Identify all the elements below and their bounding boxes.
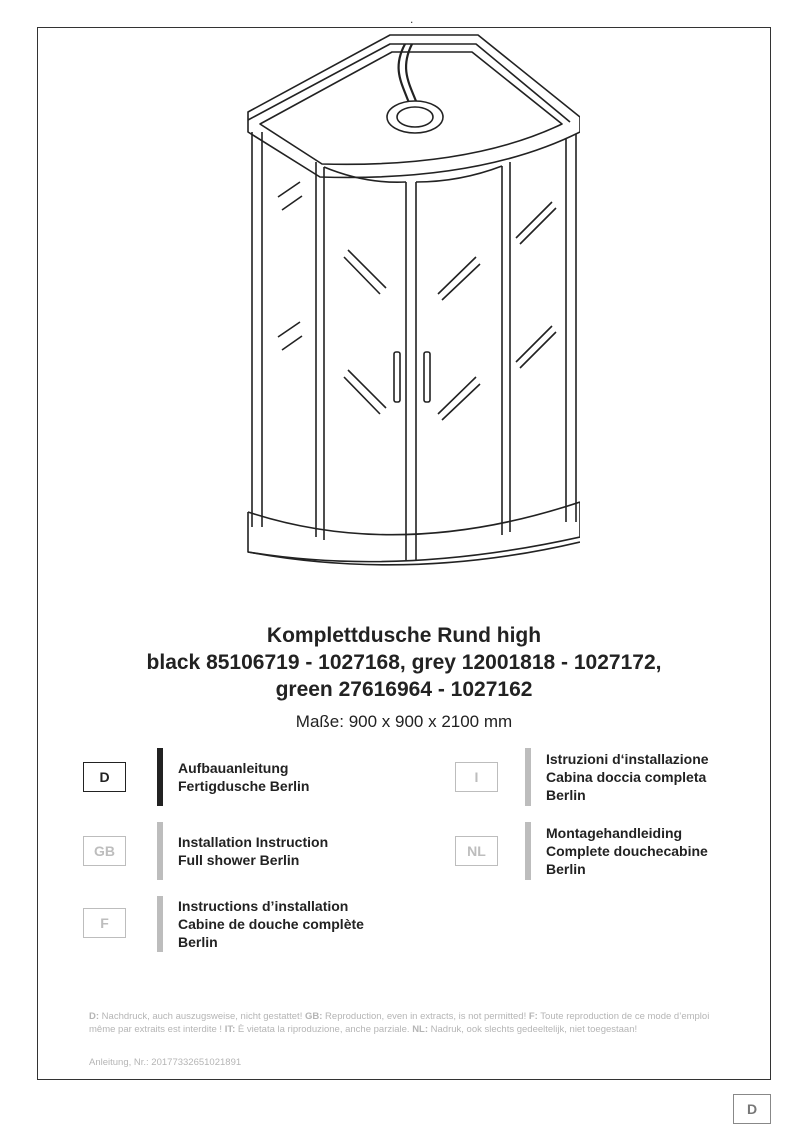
footnote-label: IT: [224,1024,236,1035]
footnote-label: D: [89,1011,100,1022]
title-line: black 85106719 - 1027168, grey 12001818 - 1027172, [146,651,662,674]
language-line: Full shower Berlin [178,852,300,868]
language-line: Fertigdusche Berlin [178,778,310,794]
language-line: Complete douchecabine [546,843,708,859]
language-bar-gb [157,822,163,880]
language-block-d [178,759,309,795]
language-line: Berlin [546,787,586,803]
language-line: Installation Instruction [178,834,329,850]
top-mark: . [410,12,414,26]
footnote-label: NL: [412,1024,429,1035]
footnote-text: È vietata la riproduzione, anche parziale. [235,1024,413,1035]
language-line: Berlin [546,861,586,877]
title-line: Komplettdusche Rund high [266,624,542,647]
language-bar-f [157,896,163,952]
language-code-d: D [83,762,126,792]
language-block-i [546,750,709,804]
language-bar-d [157,748,163,806]
footnote-text: Nachdruck, auch auszugsweise, nicht gestattet! [99,1011,305,1022]
copyright-footnote [89,1010,729,1036]
title-line: green 27616964 - 1027162 [275,678,533,701]
language-line: Instructions d’installation [178,898,349,914]
manual-number: Anleitung, Nr.: 20177332651021891 [89,1057,242,1068]
language-line: Istruzioni d‘installazione [546,751,709,767]
language-block-f [178,897,364,951]
footnote-text: Reproduction, even in extracts, is not permitted! [322,1011,529,1022]
footnote-label: GB: [304,1011,323,1022]
language-code-f: F [83,908,126,938]
language-block-nl [546,824,708,878]
language-code-i: I [455,762,498,792]
language-code-nl: NL [455,836,498,866]
footnote-text: Toute reproduction de ce mode d’emploi même par extraits est interdite ! [89,1011,710,1035]
language-code-gb: GB [83,836,126,866]
footnote-label: F: [528,1011,538,1022]
page-language-code: D [733,1094,771,1124]
shower-cabin-illustration [240,32,580,572]
dimensions: Maße: 900 x 900 x 2100 mm [295,712,513,731]
language-line: Aufbauanleitung [178,760,289,776]
footnote-text: Nadruk, ook slechts gedeeltelijk, niet toegestaan! [428,1024,638,1035]
language-line: Berlin [178,934,218,950]
language-block-gb [178,833,328,869]
language-line: Montagehandleiding [546,825,683,841]
language-line: Cabine de douche complète [178,916,364,932]
language-line: Cabina doccia completa [546,769,707,785]
language-bar-nl [525,822,531,880]
language-bar-i [525,748,531,806]
document-title [40,622,768,703]
